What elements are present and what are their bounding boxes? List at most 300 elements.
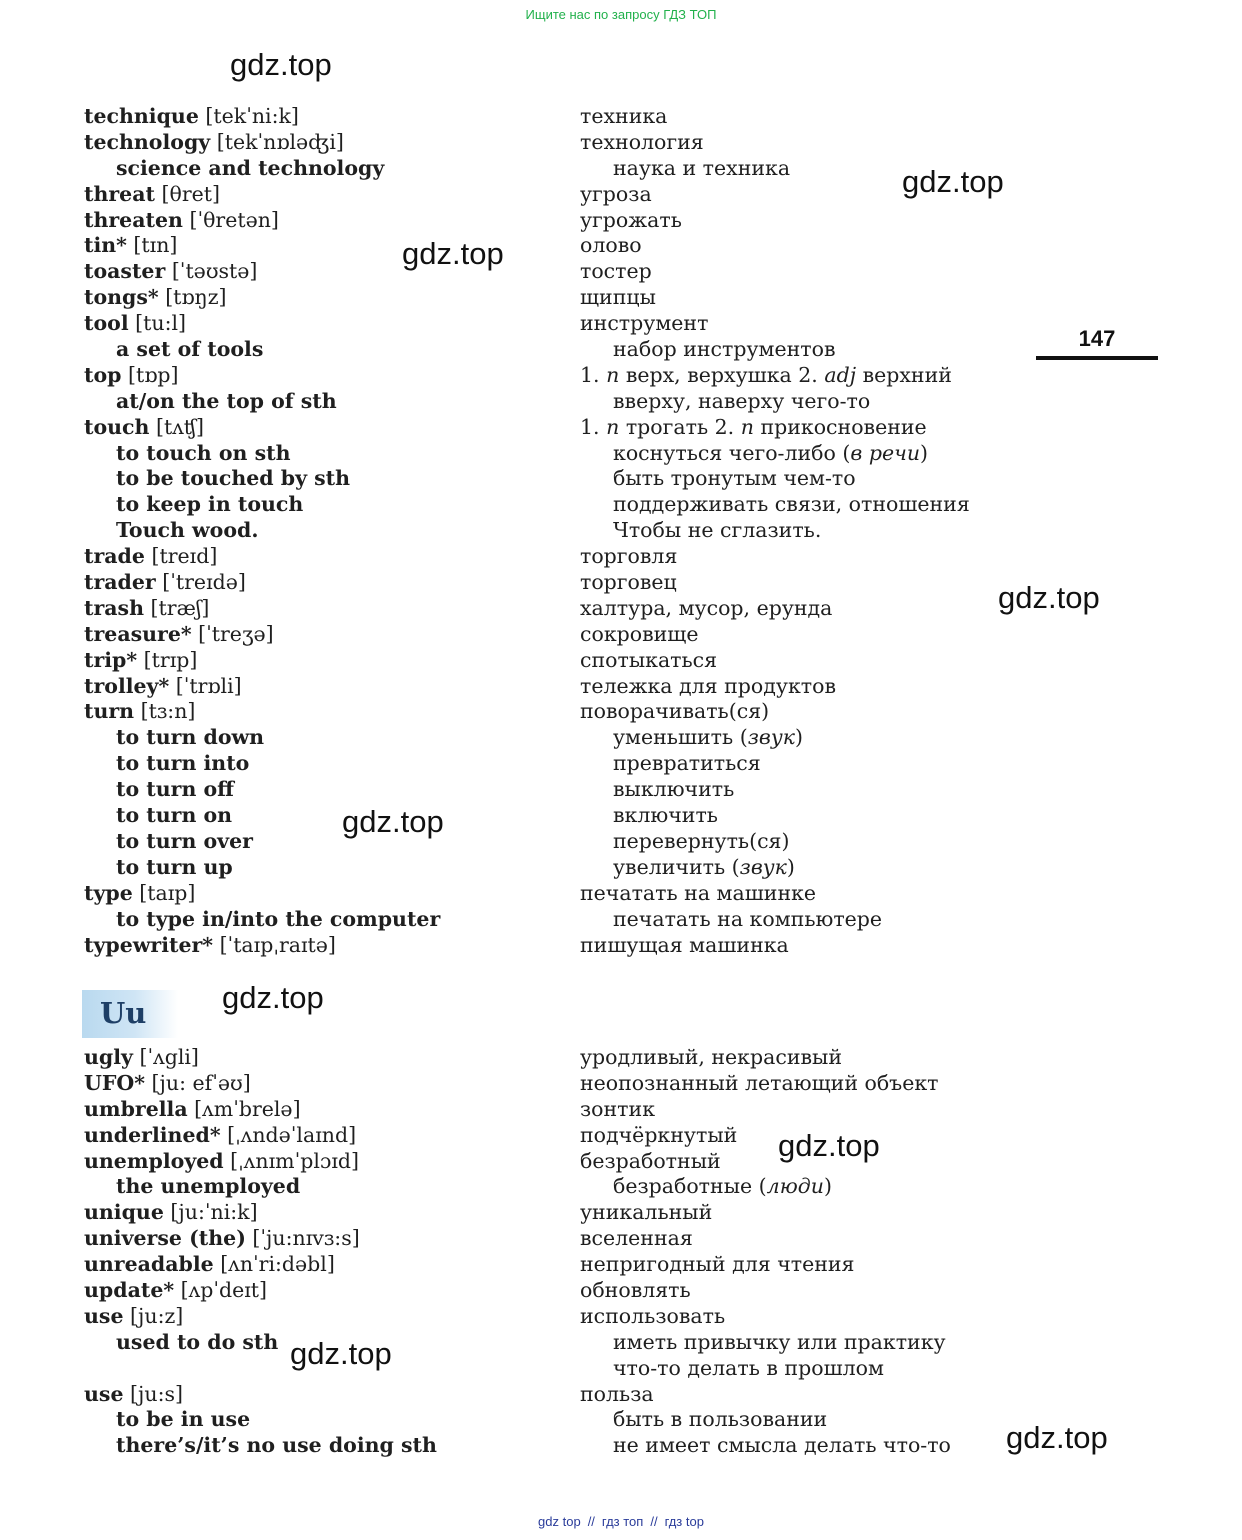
english-term (116, 803, 232, 829)
phrase: to keep in touch (116, 492, 304, 517)
translation-text: трогать 2. (625, 414, 735, 439)
dictionary-entry (0, 1071, 1242, 1097)
english-term (84, 544, 217, 570)
headword: top (84, 362, 122, 387)
translation-text: угроза (580, 181, 652, 206)
translation (613, 803, 718, 829)
translation-text: наука и техника (613, 155, 791, 180)
headword: use (84, 1381, 124, 1406)
english-term (84, 570, 246, 596)
transcription: [ˈtreʒə] (198, 621, 274, 646)
english-term (84, 182, 220, 208)
translation-text: олово (580, 233, 642, 258)
footer-separator: // (650, 1514, 658, 1529)
english-term (84, 363, 179, 389)
watermark: gdz.top (902, 164, 1004, 199)
translation (580, 208, 682, 234)
transcription: [tɜ:n] (140, 699, 196, 724)
english-term (84, 233, 177, 259)
transcription: [ˈtəʊstə] (171, 259, 258, 284)
translation (613, 829, 789, 855)
translation-text: обновлять (580, 1278, 691, 1303)
translation (613, 751, 761, 777)
phrase: a set of tools (116, 337, 264, 362)
watermark: gdz.top (402, 236, 504, 271)
footer-link[interactable]: гдз топ (601, 1514, 644, 1529)
part-of-speech: adj (824, 362, 857, 387)
english-term (84, 311, 186, 337)
translation (580, 544, 677, 570)
english-term (116, 777, 234, 803)
sense-number: 1. (580, 362, 600, 387)
translation (580, 285, 656, 311)
transcription: [ju: efˈəʊ] (151, 1070, 251, 1095)
english-term (84, 1252, 335, 1278)
translation (580, 1226, 693, 1252)
dictionary-entry (0, 1045, 1242, 1071)
translation-text: увеличить ( (613, 854, 740, 879)
dictionary-entry (0, 311, 1242, 337)
translation (580, 933, 789, 959)
headword: UFO* (84, 1070, 146, 1095)
transcription: [ˈtaɪpˌraɪtə] (219, 932, 336, 957)
translation-text: ) (786, 854, 795, 879)
english-term (84, 699, 195, 725)
translation (613, 855, 795, 881)
transcription: [ˈtreɪdə] (162, 570, 246, 595)
transcription: [tʌʧ] (155, 414, 205, 439)
translation-text: ) (823, 1174, 832, 1199)
translation (580, 233, 642, 259)
dictionary-entry (0, 1382, 1242, 1408)
english-term (116, 156, 384, 182)
translation (580, 596, 832, 622)
translation (580, 311, 708, 337)
dictionary-entry (0, 596, 1242, 622)
phrase: to type in/into the computer (116, 906, 441, 931)
transcription: [træʃ] (150, 595, 210, 620)
dictionary-entry (0, 829, 1242, 855)
headword: type (84, 880, 133, 905)
translation-text: быть тронутым чем-то (613, 466, 856, 491)
dictionary-entry (0, 1278, 1242, 1304)
translation-text: прикосновение (760, 414, 927, 439)
english-term (84, 1278, 267, 1304)
translation (580, 1252, 855, 1278)
english-term (116, 518, 258, 544)
headword: typewriter* (84, 932, 214, 957)
dictionary-entry (0, 622, 1242, 648)
dictionary-entry (0, 1433, 1242, 1459)
translation (580, 259, 652, 285)
translation-text: Чтобы не сглазить. (613, 518, 822, 543)
translation-text: тостер (580, 259, 652, 284)
english-term (84, 1097, 301, 1123)
translation-text: пишущая машинка (580, 932, 789, 957)
english-term (84, 1071, 251, 1097)
dictionary-entry (0, 1200, 1242, 1226)
english-term (116, 725, 264, 751)
english-term (84, 1149, 359, 1175)
translation-text: безработные ( (613, 1174, 767, 1199)
transcription: [ju:s] (130, 1381, 184, 1406)
translation-text: поворачивать(ся) (580, 699, 770, 724)
dictionary-entry (0, 699, 1242, 725)
headword: underlined* (84, 1122, 221, 1147)
dictionary-entry (0, 907, 1242, 933)
translation (613, 337, 836, 363)
headword: tongs* (84, 285, 159, 310)
translation (580, 1382, 654, 1408)
translation (613, 389, 870, 415)
dictionary-section-u (0, 1045, 1242, 1459)
transcription: [θret] (161, 181, 221, 206)
phrase: to be touched by sth (116, 466, 351, 491)
dictionary-entry (0, 259, 1242, 285)
transcription: [ˈʌgli] (139, 1045, 199, 1069)
dictionary-entry (0, 389, 1242, 415)
dictionary-entry-continuation (0, 1356, 1242, 1382)
usage-note: звук (739, 854, 787, 879)
transcription: [tekˈnɒləʤi] (216, 129, 344, 154)
headword: trip* (84, 647, 138, 672)
phrase: to turn into (116, 751, 250, 776)
translation-text: неопознанный летающий объект (580, 1070, 939, 1095)
translation-text: сокровище (580, 621, 699, 646)
dictionary-section-t (0, 104, 1242, 958)
dictionary-entry (0, 1330, 1242, 1356)
transcription: [ʌnˈri:dəbl] (220, 1252, 335, 1277)
english-term (84, 104, 299, 130)
translation-text: халтура, мусор, ерунда (580, 595, 833, 620)
translation-text: уродливый, некрасивый (580, 1045, 843, 1069)
dictionary-entry (0, 881, 1242, 907)
english-term (116, 1407, 250, 1433)
dictionary-entry (0, 855, 1242, 881)
translation-text: угрожать (580, 207, 682, 232)
footer (0, 1514, 1242, 1529)
transcription: [trɪp] (143, 647, 198, 672)
dictionary-entry (0, 933, 1242, 959)
english-term (84, 259, 257, 285)
dictionary-entry (0, 208, 1242, 234)
translation (580, 674, 836, 700)
translation-text: спотыкаться (580, 647, 718, 672)
translation (613, 1433, 951, 1459)
translation (580, 699, 769, 725)
watermark: gdz.top (342, 804, 444, 839)
dictionary-entry (0, 518, 1242, 544)
phrase: to turn over (116, 828, 253, 853)
translation-text: инструмент (580, 311, 709, 336)
english-term (84, 933, 336, 959)
translation-text: включить (613, 803, 718, 828)
transcription: [taɪp] (139, 880, 196, 905)
usage-note: люди (766, 1174, 824, 1199)
translation-text: польза (580, 1381, 654, 1406)
translation (580, 622, 699, 648)
headword: treasure* (84, 621, 192, 646)
translation (613, 492, 970, 518)
part-of-speech: n (606, 414, 620, 439)
footer-separator: // (587, 1514, 595, 1529)
dictionary-entry (0, 1149, 1242, 1175)
headword: turn (84, 699, 135, 724)
dictionary-entry (0, 441, 1242, 467)
headword: unique (84, 1200, 164, 1225)
translation (613, 441, 928, 467)
headword: unreadable (84, 1252, 214, 1277)
translation (580, 1097, 655, 1123)
translation (580, 130, 704, 156)
headword: trolley* (84, 673, 170, 698)
watermark: gdz.top (290, 1336, 392, 1371)
translation-text: непригодный для чтения (580, 1252, 855, 1277)
headword: toaster (84, 259, 166, 284)
sense-number: 1. (580, 414, 600, 439)
dictionary-entry (0, 1226, 1242, 1252)
headword: trader (84, 570, 156, 595)
translation (580, 1304, 725, 1330)
translation (613, 466, 856, 492)
translation-text: верх, верхушка 2. (625, 362, 818, 387)
transcription: [tɒp] (128, 362, 179, 387)
translation (580, 1278, 691, 1304)
english-term (116, 907, 440, 933)
translation-text: превратиться (613, 751, 761, 776)
dictionary-entry (0, 648, 1242, 674)
headword: tin* (84, 233, 127, 258)
phrase: to turn on (116, 803, 233, 828)
transcription: [tɪn] (133, 233, 178, 258)
phrase: to turn off (116, 777, 234, 802)
phrase: to turn down (116, 725, 265, 750)
dictionary-entry (0, 492, 1242, 518)
dictionary-entry (0, 751, 1242, 777)
headword: unemployed (84, 1148, 224, 1173)
dictionary-entry (0, 130, 1242, 156)
english-term (84, 596, 209, 622)
phrase: there’s/it’s no use doing sth (116, 1433, 437, 1458)
english-term (84, 208, 279, 234)
translation-text: вселенная (580, 1226, 693, 1251)
dictionary-entry (0, 544, 1242, 570)
translation-text: зонтик (580, 1096, 656, 1121)
translation-text: использовать (580, 1303, 726, 1328)
english-term (84, 1304, 183, 1330)
transcription: [ju:z] (130, 1303, 184, 1328)
english-term (84, 130, 344, 156)
english-term (116, 1174, 300, 1200)
translation-text: торговец (580, 570, 677, 595)
headword: umbrella (84, 1096, 188, 1121)
translation-text: ) (794, 725, 803, 750)
translation-text: коснуться чего-либо ( (613, 440, 851, 465)
translation-text: щипцы (580, 285, 656, 310)
section-letter: Uu (100, 996, 147, 1030)
transcription: [tekˈni:k] (205, 104, 299, 128)
translation-text: ) (920, 440, 929, 465)
headword: update* (84, 1278, 175, 1303)
english-term (116, 829, 253, 855)
headword: technique (84, 104, 199, 128)
translation (580, 415, 927, 441)
headword: technology (84, 129, 211, 154)
translation (580, 648, 717, 674)
translation (580, 182, 652, 208)
translation-text: иметь привычку или практику (613, 1329, 946, 1354)
dictionary-entry (0, 285, 1242, 311)
dictionary-entry (0, 156, 1242, 182)
translation-text: технология (580, 129, 704, 154)
phrase: to touch on sth (116, 440, 291, 465)
translation (613, 518, 821, 544)
dictionary-entry (0, 674, 1242, 700)
translation-text: печатать на машинке (580, 880, 817, 905)
translation (613, 1330, 946, 1356)
phrase: at/on the top of sth (116, 388, 337, 413)
translation-text: вверху, наверху чего-то (613, 388, 871, 413)
headword: trade (84, 544, 145, 569)
english-term (84, 415, 204, 441)
translation (613, 725, 803, 751)
transcription: [tɒŋz] (165, 285, 227, 310)
english-term (84, 1226, 360, 1252)
translation-text: безработный (580, 1148, 721, 1173)
usage-note: звук (747, 725, 795, 750)
english-term (116, 1433, 437, 1459)
translation (580, 1123, 737, 1149)
headword: tool (84, 311, 129, 336)
dictionary-entry (0, 233, 1242, 259)
translation (613, 777, 734, 803)
watermark: gdz.top (222, 980, 324, 1015)
translation (613, 1174, 832, 1200)
translation-text: тележка для продуктов (580, 673, 836, 698)
page-number: 147 (1036, 326, 1158, 360)
translation (580, 881, 816, 907)
dictionary-entry (0, 570, 1242, 596)
translation-text: что-то делать в прошлом (613, 1355, 884, 1380)
english-term (116, 466, 350, 492)
english-term (116, 751, 249, 777)
translation (580, 104, 667, 130)
phrase: to be in use (116, 1407, 251, 1432)
usage-note: в речи (850, 440, 921, 465)
part-of-speech: n (606, 362, 620, 387)
translation (580, 1071, 939, 1097)
translation (580, 1045, 842, 1071)
transcription: [ˌʌnɪmˈplɔɪd] (230, 1148, 360, 1173)
transcription: [ˈju:nɪvɜ:s] (252, 1226, 360, 1251)
dictionary-entry (0, 725, 1242, 751)
english-term (84, 1200, 258, 1226)
english-term (116, 492, 303, 518)
part-of-speech: n (740, 414, 754, 439)
dictionary-entry (0, 1123, 1242, 1149)
watermark: gdz.top (230, 47, 332, 82)
translation-text: уникальный (580, 1200, 713, 1225)
dictionary-entry (0, 1097, 1242, 1123)
english-term (84, 648, 197, 674)
phrase: science and technology (116, 155, 385, 180)
translation-text: верхний (862, 362, 952, 387)
english-term (84, 1382, 183, 1408)
transcription: [treɪd] (151, 544, 218, 569)
phrase: the unemployed (116, 1174, 301, 1199)
english-term (116, 441, 290, 467)
headword: threaten (84, 207, 183, 232)
dictionary-entry (0, 104, 1242, 130)
translation-text: быть в пользовании (613, 1407, 828, 1432)
dictionary-entry (0, 1407, 1242, 1433)
watermark: gdz.top (778, 1128, 880, 1163)
transcription: [ʌpˈdeɪt] (180, 1278, 268, 1303)
translation-text: подчёркнутый (580, 1122, 738, 1147)
headword: ugly (84, 1045, 133, 1069)
footer-link[interactable]: гдз top (664, 1514, 704, 1529)
translation (613, 1356, 884, 1382)
translation-text: поддерживать связи, отношения (613, 492, 970, 517)
phrase: Touch wood. (116, 518, 259, 543)
translation-text: выключить (613, 777, 735, 802)
translation (613, 907, 882, 933)
top-banner[interactable]: Ищите нас по запросу ГДЗ ТОП (525, 7, 717, 22)
footer-link[interactable]: gdz top (538, 1514, 581, 1529)
translation-text: не имеет смысла делать что-то (613, 1433, 951, 1458)
translation (580, 1149, 721, 1175)
transcription: [ˈtrɒli] (175, 673, 242, 698)
english-term (84, 881, 195, 907)
english-term (84, 1123, 356, 1149)
dictionary-entry (0, 777, 1242, 803)
english-term (116, 389, 337, 415)
english-term (116, 855, 233, 881)
translation-text: печатать на компьютере (613, 906, 883, 931)
transcription: [ju:ˈni:k] (170, 1200, 258, 1225)
headword: universe (the) (84, 1226, 246, 1251)
dictionary-entry (0, 1174, 1242, 1200)
translation (613, 1407, 827, 1433)
transcription: [ˈθretən] (189, 207, 279, 232)
transcription: [ˌʌndəˈlaɪnd] (227, 1122, 357, 1147)
translation-text: торговля (580, 544, 678, 569)
translation-text: набор инструментов (613, 337, 836, 362)
transcription: [ʌmˈbrelə] (194, 1096, 301, 1121)
headword: trash (84, 595, 144, 620)
dictionary-entry (0, 337, 1242, 363)
translation (580, 1200, 712, 1226)
headword: use (84, 1303, 124, 1328)
english-term (84, 1045, 199, 1071)
phrase: to turn up (116, 854, 233, 879)
dictionary-entry (0, 1252, 1242, 1278)
headword: touch (84, 414, 150, 439)
dictionary-entry (0, 466, 1242, 492)
translation-text: техника (580, 104, 668, 128)
english-term (84, 622, 274, 648)
dictionary-entry (0, 363, 1242, 389)
dictionary-entry (0, 1304, 1242, 1330)
translation (580, 570, 677, 596)
translation (580, 363, 952, 389)
headword: threat (84, 181, 155, 206)
phrase: used to do sth (116, 1329, 279, 1354)
translation-text: перевернуть(ся) (613, 828, 790, 853)
english-term (84, 674, 242, 700)
english-term (116, 1330, 278, 1356)
dictionary-entry (0, 415, 1242, 441)
